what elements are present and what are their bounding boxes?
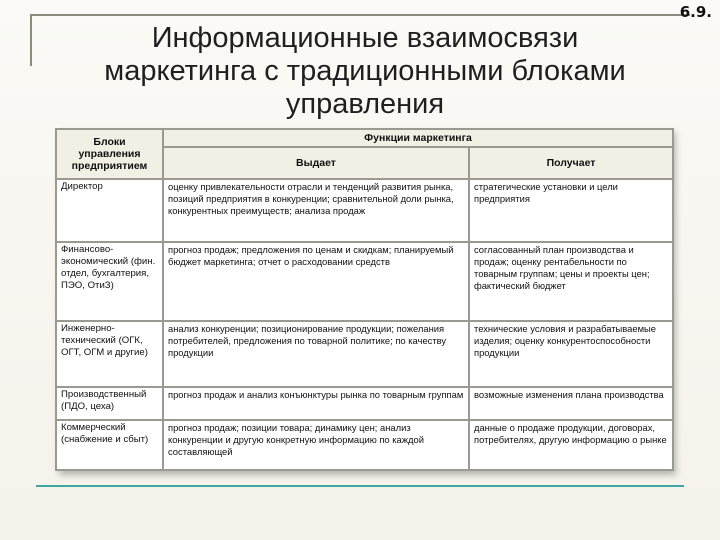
slide-number: 6.9. [679,3,712,21]
row-gives: прогноз продаж; позиции товара; динамику цен; анализ конкуренции и другую конкретную информацию по каждой составляющей [163,420,469,470]
row-receives: технические условия и разрабатываемые изделия; оценку конкурентоспособности продукции [469,321,673,387]
table-row [56,242,673,321]
table-row [56,321,673,387]
bottom-decor-line [36,485,684,487]
header-blocks: Блоки управления предприятием [56,129,163,179]
title-line-3: управления [285,88,445,120]
row-block: Коммерческий (снабжение и сбыт) [56,420,163,470]
header-functions: Функции маркетинга [163,129,673,147]
row-receives: данные о продаже продукции, договорах, потребителях, другую информацию о рынке [469,420,673,470]
title-line-1: Информационные взаимосвязи [151,22,579,54]
slide-title [30,22,700,121]
row-gives: прогноз продаж; предложения по ценам и скидкам; планируемый бюджет маркетинга; отчет о расходовании средств [163,242,469,321]
row-receives: стратегические установки и цели предприятия [469,179,673,242]
row-gives: оценку привлекательности отрасли и тенденций развития рынка, позиций предприятия в конкуренции; сравнительной доли рынка, конкурентных преимуществ; анализа продаж [163,179,469,242]
top-decor-line [30,14,690,16]
row-block: Финансово-экономический (фин. отдел, бухгалтерия, ПЭО, ОтиЗ) [56,242,163,321]
header-gives: Выдает [163,147,469,179]
row-block: Инженерно-технический (ОГК, ОГТ, ОГМ и другие) [56,321,163,387]
table-row [56,387,673,420]
marketing-links-table [55,128,672,471]
row-gives: прогноз продаж и анализ конъюнктуры рынка по товарным группам [163,387,469,420]
header-receives: Получает [469,147,673,179]
row-block: Директор [56,179,163,242]
row-block: Производственный (ПДО, цеха) [56,387,163,420]
row-gives: анализ конкуренции; позиционирование продукции; пожелания потребителей, предложения по товарной политике; по качеству продукции [163,321,469,387]
title-line-2: маркетинга с традиционными блоками [104,55,626,87]
table-row [56,420,673,470]
row-receives: согласованный план производства и продаж; оценку рентабельности по товарным группам; цены и проекты цен; фактический бюджет [469,242,673,321]
row-receives: возможные изменения плана производства [469,387,673,420]
table-row [56,179,673,242]
